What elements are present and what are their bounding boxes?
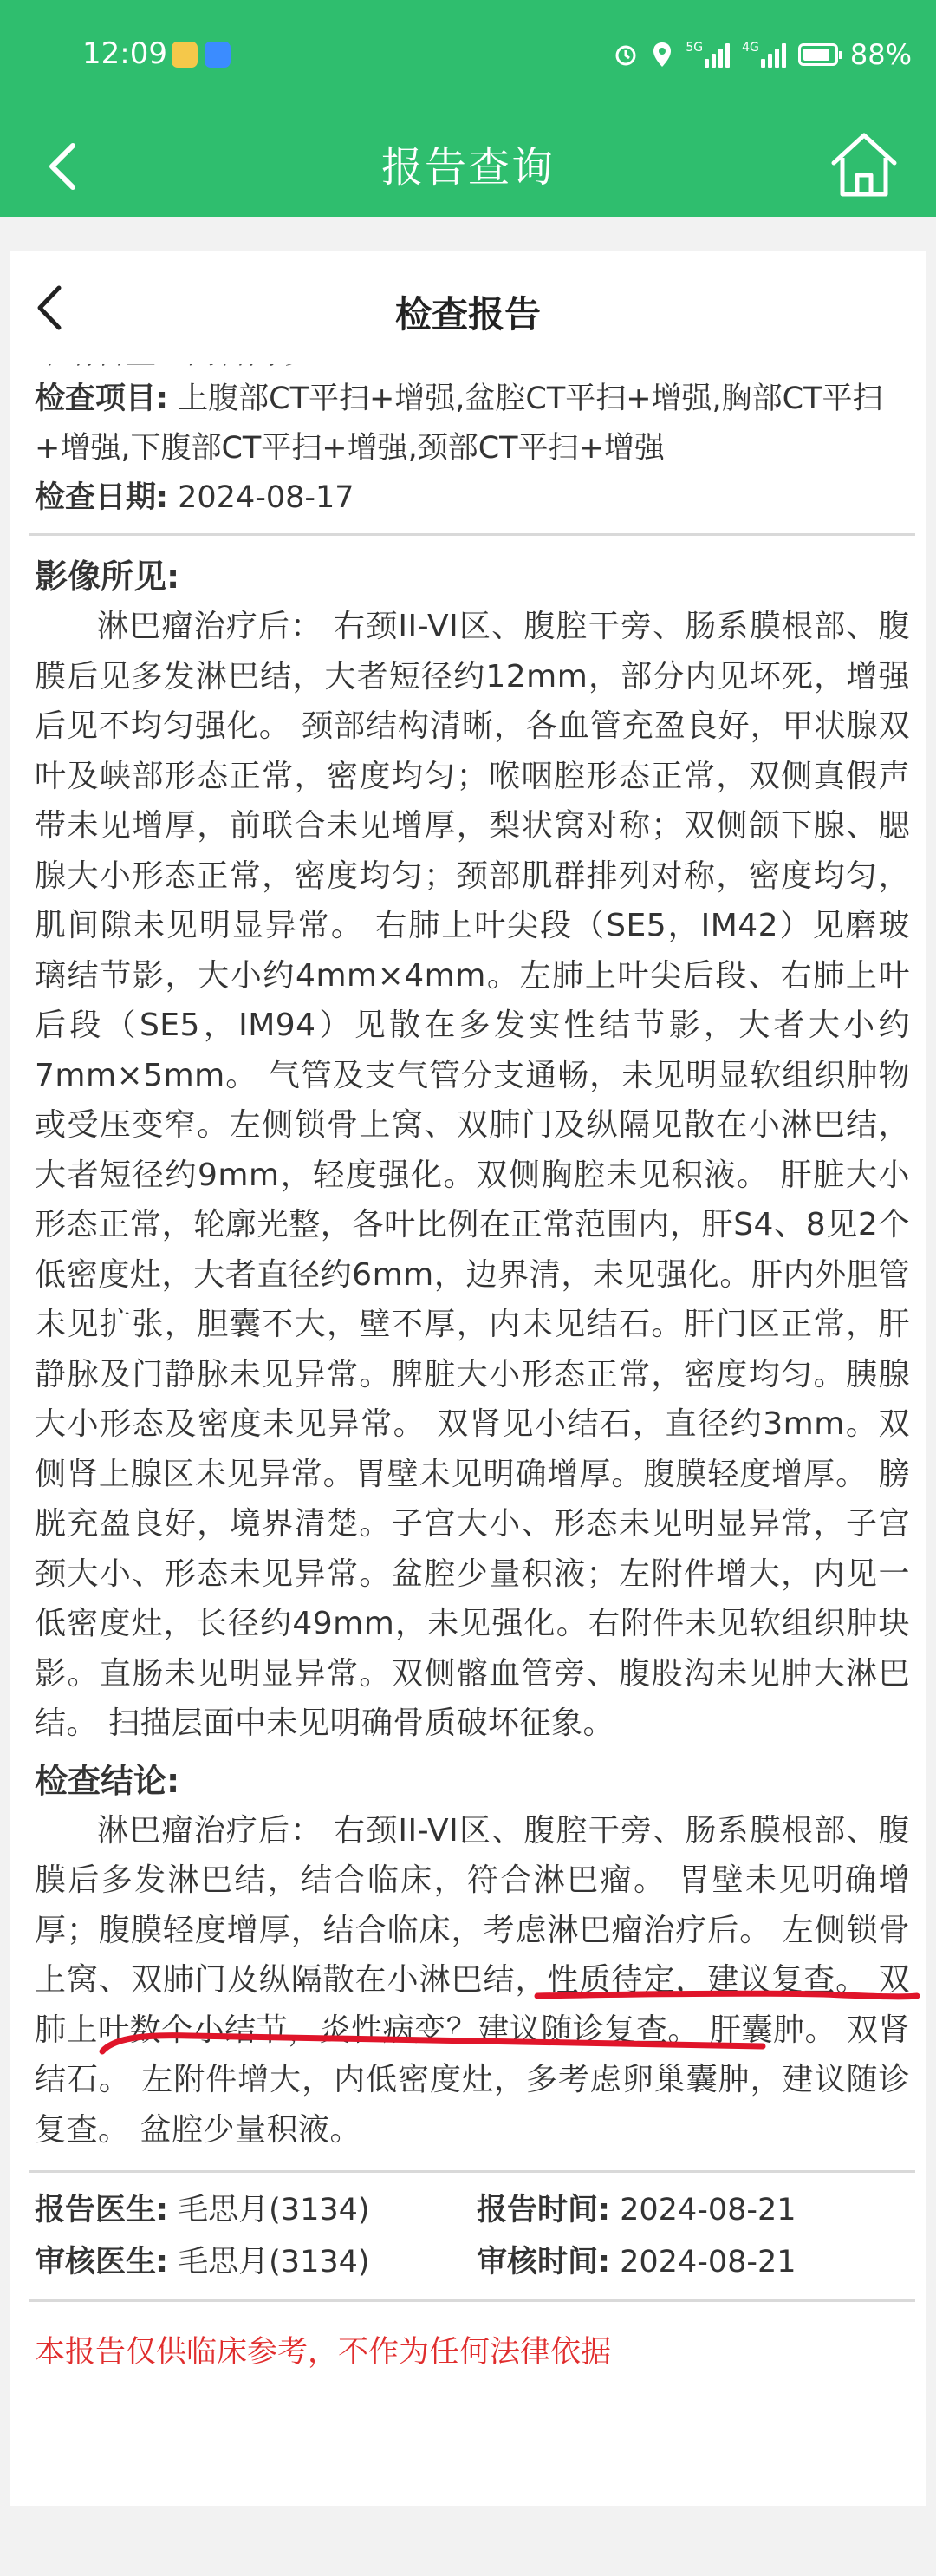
- alarm-icon: [613, 42, 639, 68]
- report-doctor-value: 毛思月(3134): [178, 2193, 370, 2227]
- app-header-background: [0, 0, 936, 217]
- notification-app-icon-2: [205, 42, 231, 68]
- divider-3: [29, 2299, 915, 2302]
- disclaimer-text: 本报告仅供临床参考，不作为任何法律依据: [35, 2335, 612, 2370]
- notification-icons: [172, 42, 231, 68]
- divider-2: [29, 2170, 915, 2173]
- review-time-value: 2024-08-21: [620, 2245, 796, 2279]
- divider: [29, 533, 915, 536]
- signal-icon-2: [761, 42, 786, 68]
- review-doctor: [35, 2237, 477, 2287]
- battery-text: 88%: [849, 38, 912, 71]
- status-right-group: [613, 38, 912, 71]
- status-time: 12:09: [82, 36, 167, 71]
- battery-icon: [798, 43, 838, 66]
- report-time-label: 报告时间:: [477, 2193, 610, 2227]
- card-title: 检查报告: [394, 293, 541, 336]
- report-doctor: [35, 2185, 477, 2235]
- home-icon[interactable]: [825, 125, 903, 203]
- report-doctor-label: 报告医生:: [35, 2193, 168, 2227]
- review-time: [477, 2237, 910, 2287]
- status-bar: [0, 0, 936, 113]
- network-label-5g: 5G: [686, 41, 704, 55]
- exam-date-value: 2024-08-17: [178, 480, 354, 515]
- exam-items-label: 检查项目:: [35, 382, 168, 416]
- app-bar-title: 报告查询: [380, 143, 555, 192]
- review-doctor-value: 毛思月(3134): [178, 2245, 370, 2279]
- report-scroll-area[interactable]: [10, 364, 926, 2514]
- exam-date: [35, 473, 910, 523]
- findings-text: 淋巴瘤治疗后： 右颈II-VI区、腹腔干旁、肠系膜根部、腹膜后见多发淋巴结，大者短径约12mm，部分内见坏死，增强后见不均匀强化。 颈部结构清晰，各血管充盈良好，甲状腺双叶及峡部形态正常，密度均匀；喉咽腔形态正常，双侧真假声带未见增厚，前联合未见增厚，梨状窝对称；双侧颌下腺、腮腺大小形态正常，密度均匀；颈部肌群排列对称，密度均匀，肌间隙未见明显异常。 右肺上叶尖段（SE5，IM42）见磨玻璃结节影，大小约4mm×4mm。左肺上叶尖后段、右肺上叶后段（SE5，IM94）见散在多发实性结节影，大者大小约7mm×5mm。 气管及支气管分支通畅，未见明显软组织肿物或受压变窄。左侧锁骨上窝、双肺门及纵隔见散在小淋巴结，大者短径约9mm，轻度强化。双侧胸腔未见积液。 肝脏大小形态正常，轮廓光整，各叶比例在正常范围内，肝S4、8见2个低密度灶，大者直径约6mm，边界清，未见强化。肝内外胆管未见扩张，胆囊不大，壁不厚，内未见结石。肝门区正常，肝静脉及门静脉未见异常。脾脏大小形态正常，密度均匀。胰腺大小形态及密度未见异常。 双肾见小结石，直径约3mm。双侧肾上腺区未见异常。胃壁未见明确增厚。腹膜轻度增厚。 膀胱充盈良好，境界清楚。子宫大小、形态未见明显异常，子宫颈大小、形态未见异常。盆腔少量积液；左附件增大，内见一低密度灶，长径约49mm，未见强化。右附件未见软组织肿块影。直肠未见明显异常。双侧髂血管旁、腹股沟未见肿大淋巴结。 扫描层面中未见明确骨质破坏征象。: [35, 609, 910, 1741]
- app-bar: [0, 113, 936, 217]
- signature-block: [35, 2185, 910, 2287]
- exam-items-value: 上腹部CT平扫+增强,盆腔CT平扫+增强,胸部CT平扫+增强,下腹部CT平扫+增强,颈部CT平扫+增强: [35, 382, 883, 466]
- exam-date-label: 检查日期:: [35, 480, 168, 515]
- network-label-4g: 4G: [742, 41, 759, 55]
- conclusion-text: 淋巴瘤治疗后： 右颈II-VI区、腹腔干旁、肠系膜根部、腹膜后多发淋巴结，结合临床，符合淋巴瘤。 胃壁未见明确增厚；腹膜轻度增厚，结合临床，考虑淋巴瘤治疗后。 左侧锁骨上窝、双肺门及纵隔散在小淋巴结，性质待定，建议复查。 双肺上叶数个小结节，炎性病变？建议随诊复查。 肝囊肿。 双肾结石。 左附件增大，内低密度灶，多考虑卵巢囊肿，建议随诊复查。 盆腔少量积液。: [35, 1812, 910, 2148]
- report-time: [477, 2185, 910, 2235]
- review-time-label: 审核时间:: [477, 2245, 610, 2279]
- location-icon: [651, 41, 673, 68]
- report-content: [35, 364, 910, 2378]
- exam-items: [35, 375, 910, 473]
- review-doctor-label: 审核医生:: [35, 2245, 168, 2279]
- signal-icon: [705, 42, 730, 68]
- notification-app-icon: [172, 42, 198, 68]
- report-time-value: 2024-08-21: [620, 2193, 796, 2227]
- conclusion-title: 检查结论:: [35, 1761, 180, 1800]
- findings-title: 影像所见:: [35, 558, 180, 596]
- card-header: [10, 251, 926, 364]
